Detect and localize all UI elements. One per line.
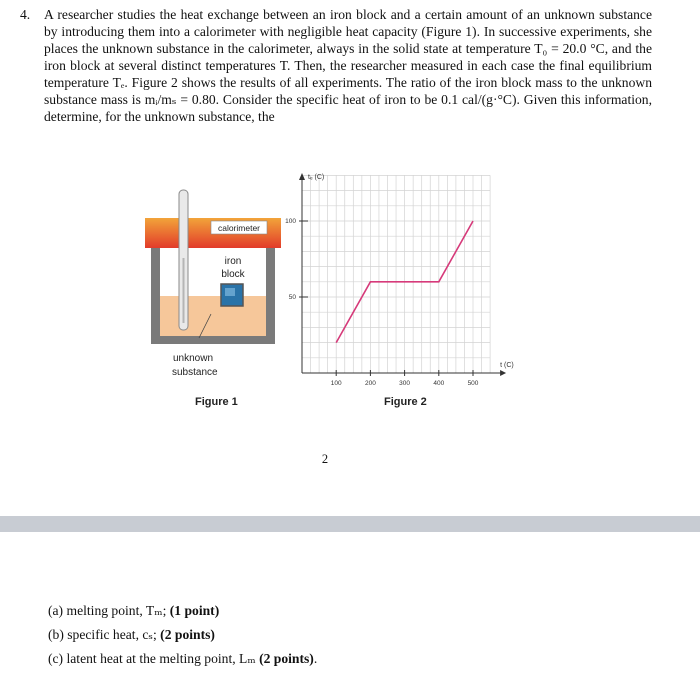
unknown-substance-fill (160, 296, 266, 336)
x-axis-arrow (500, 370, 506, 376)
chart-axes (299, 173, 506, 376)
y-tick-label: 100 (285, 218, 296, 225)
x-axis-label: t (C) (500, 362, 514, 369)
iron-block-highlight (225, 288, 235, 296)
page-divider (0, 516, 700, 532)
x-tick-label: 100 (330, 380, 342, 387)
page-number: 2 (321, 452, 329, 466)
block-label: block (221, 269, 245, 280)
x-tick-label: 400 (433, 380, 445, 387)
problem-statement (20, 6, 652, 125)
iron-label: iron (224, 256, 242, 267)
calorimeter-label: calorimeter (217, 223, 261, 233)
substance-label: substance (172, 367, 218, 378)
problem-number: 4. (20, 7, 31, 22)
part-a: (a) melting point, Tₘ; (1 point) (48, 603, 220, 618)
chart-grid (302, 175, 490, 373)
figure-1-caption: Figure 1 (195, 396, 238, 408)
x-tick-label: 300 (399, 380, 411, 387)
part-b: (b) specific heat, cₛ; (2 points) (48, 627, 215, 642)
part-c: (c) latent heat at the melting point, Lₘ (2 points). (48, 651, 318, 666)
unknown-label: unknown (173, 353, 214, 364)
y-axis-label: tₑ (C) (308, 174, 325, 181)
figure-1-calorimeter (145, 188, 285, 383)
y-axis-arrow (299, 173, 305, 180)
figure-2-chart (282, 168, 532, 390)
question-parts (48, 599, 317, 671)
problem-text: A researcher studies the heat exchange between an iron block and a certain amount of an unknown substance by introducing them into a calorimeter with negligible heat capacity (Figure 1). In successive experiments, she places the unknown substance in the calorimeter, always in the solid state at temperature T₀ = 20.0 °C, and the iron block at several distinct temperatures T. Then, the researcher measured in each case the final equilibrium temperature Tₑ. Figure 2 shows the results of all experiments. The ratio of the iron block mass to the unknown substance mass is mᵢ/mₛ = 0.80. Consider the specific heat of iron to be 0.1 cal/(g·°C). Given this information, determine, for the unknown substance, the (44, 7, 652, 124)
chart-ticks (285, 218, 479, 387)
y-tick-label: 50 (288, 294, 296, 301)
x-tick-label: 200 (364, 380, 376, 387)
x-tick-label: 500 (467, 380, 479, 387)
figure-2-caption: Figure 2 (384, 396, 427, 408)
